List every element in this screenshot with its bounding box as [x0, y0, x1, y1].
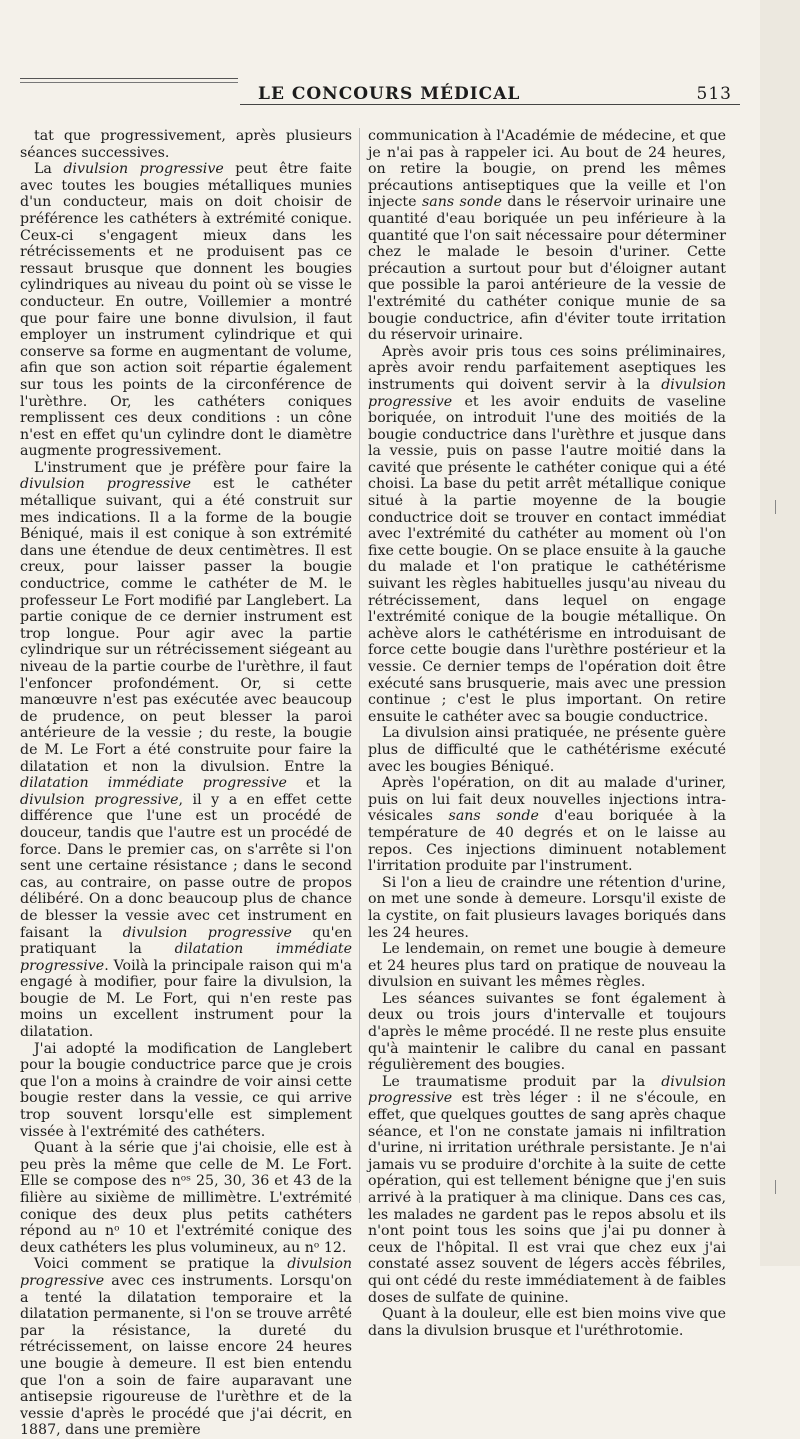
text-run: , il y a en effet cette différence que l'une est un procédé de douceur, tandis que l'autre est un procédé de force. Dans le premier cas, on s'arrête si l'on sent une certaine résistance ; dans le second cas, au contraire, on passe outre de propos délibéré. On a donc beaucoup plus de chance de blesser la vessie avec cet instrument en faisant la	[20, 791, 352, 941]
running-title: LE CONCOURS MÉDICAL	[258, 84, 521, 104]
page-number: 513	[696, 84, 732, 104]
paragraph	[20, 1140, 352, 1256]
text-run: Si l'on a lieu de craindre une rétention d'urine, on met une sonde à demeure. Lorsqu'il existe de la cystite, on fait plusieurs lavages boriqués dans les 24 heures.	[368, 874, 726, 941]
page-header	[240, 84, 740, 105]
text-run: J'ai adopté la modification de Langlebert pour la bougie conductrice parce que je crois que l'on a moins à craindre de voir ainsi cette bougie rester dans la vessie, ce qui arrive trop souvent lorsqu'elle est simplement vissée à l'extrémité des cathéters.	[20, 1040, 352, 1140]
paragraph	[368, 1306, 726, 1339]
text-run: et la	[286, 775, 352, 792]
text-run: La divulsion ainsi pratiquée, ne présente guère plus de difficulté que le cathétérisme exécuté avec les bougies Béniqué.	[368, 725, 726, 775]
italic-term: sans sonde	[421, 194, 502, 211]
margin-mark	[775, 1180, 776, 1194]
text-run: qu'en pratiquant la	[20, 924, 353, 958]
paragraph	[20, 460, 352, 1041]
text-run: Le lendemain, on remet une bougie à demeure et 24 heures plus tard on pratique de nouveau la divulsion en suivant les mêmes règles.	[368, 941, 726, 991]
right-column	[368, 128, 726, 1339]
italic-term: divulsion progressive	[122, 924, 292, 941]
paragraph	[368, 344, 726, 726]
paragraph	[368, 875, 726, 941]
text-run: Quant à la série que j'ai choisie, elle est à peu près la même que celle de M. Le Fort. Elle se compose des nᵒˢ 25, 30, 36 et 43 de la filière au sixième de millimètre. L'extrémité conique des deux plus petits cathéters répond au nᵒ 10 et l'extrémité conique des deux cathéters les plus volumineux, au nᵒ 12.	[20, 1140, 352, 1256]
paragraph	[368, 775, 726, 875]
italic-term: divulsion progressive	[20, 791, 179, 808]
text-run: et les avoir enduits de vaseline boriquée, on introduit l'une des moitiés de la bougie conductrice dans l'urèthre et jusque dans la vessie, puis on passe l'autre moitié dans la cavité que présente le cathéter conique qui a été choisi. La base du petit arrêt métallique conique situé à la partie moyenne de la bougie conductrice doit se trouver en contact immédiat avec l'extrémité du cathéter au moment où l'on fixe cette bougie. On se place ensuite à la gauche du malade et l'on pratique le cathétérisme suivant les règles habituelles jusqu'au niveau du rétrécissement, dans lequel on engage l'extrémité conique de la bougie métallique. On achève alors le cathétérisme en introduisant de force cette bougie dans l'urèthre postérieur et la vessie. Ce dernier temps de l'opération doit être exécuté sans brusquerie, mais avec une pression continue ; c'est le plus important. On retire ensuite le cathéter avec sa bougie conductrice.	[368, 393, 726, 725]
italic-term: dilatation immédiate progressive	[20, 775, 287, 792]
italic-term: divulsion progressive	[20, 1256, 352, 1289]
text-run: communication à l'Académie de médecine, et que je n'ai pas à rappeler ici. Au bout de 24 heures, on retire la bougie, on prend les mêmes précautions antiseptiques que la veille et l'on injecte	[368, 128, 726, 211]
paragraph	[20, 1041, 352, 1141]
italic-term: divulsion progressive	[63, 161, 224, 178]
text-run: d'eau boriquée à la température de 40 degrés et on le laisse au repos. Ces injections diminuent notablement l'irritation produite par l'instrument.	[368, 808, 726, 875]
text-run: Le traumatisme produit par la	[382, 1073, 662, 1090]
paragraph	[368, 725, 726, 775]
text-run: Quant à la douleur, elle est bien moins vive que dans la divulsion brusque et l'uréthrotomie.	[368, 1306, 726, 1339]
paragraph	[368, 941, 726, 991]
text-run: avec ces instruments. Lorsqu'on a tenté la dilatation temporaire et la dilatation permanente, si l'on se trouve arrêté par la résistance, la dureté du rétrécissement, on laisse encore 24 heures une bougie à demeure. Il est bien entendu que l'on a soin de faire auparavant une antisepsie rigoureuse de l'urèthre et de la vessie d'après le procédé que j'ai décrit, en 1887, dans une première	[20, 1272, 352, 1439]
italic-term: sans sonde	[448, 808, 539, 825]
paragraph	[368, 128, 726, 344]
paragraph	[20, 161, 352, 460]
italic-term: dilatation immédiate progressive	[20, 941, 353, 974]
italic-term: divulsion progressive	[368, 376, 726, 410]
left-column	[20, 128, 352, 1439]
header-rule	[20, 78, 238, 83]
text-run: . Voilà la principale raison qui m'a engagé à modifier, pour faire la divulsion, la bougie de M. Le Fort, qui n'en reste pas moins un excellent instrument pour la dilatation.	[20, 957, 352, 1041]
text-run: Après avoir pris tous ces soins préliminaires, après avoir rendu parfaitement aseptiques les instruments qui doivent servir à la	[368, 343, 726, 393]
text-run: peut être faite avec toutes les bougies métalliques munies d'un conducteur, mais on doit choisir de préférence les cathéters à extrémité conique. Ceux-ci s'engagent mieux dans les rétrécissements et ne produisent pas ce ressaut brusque que donnent les bougies cylindriques au niveau du point où se visse le conducteur. En outre, Voillemier a montré que pour faire une bonne divulsion, il faut employer un instrument cylindrique et qui conserve sa forme en augmentant de volume, afin que son action soit répartie également sur tous les points de la circonférence de l'urèthre. Or, les cathéters coniques remplissent ces deux conditions : un cône n'est en effet qu'un cylindre dont le diamètre augmente progressivement.	[20, 161, 353, 460]
text-run: La	[34, 161, 64, 178]
text-run: Les séances suivantes se font également à deux ou trois jours d'intervalle et toujours d'après le même procédé. Il ne reste plus ensuite qu'à maintenir le calibre du canal en passant régulièrement des bougies.	[368, 990, 726, 1074]
text-run: dans le réservoir urinaire une quantité d'eau boriquée un peu inférieure à la quantité que l'on sait nécessaire pour déterminer chez le malade le besoin d'uriner. Cette précaution a surtout pour but d'éloigner autant que possible la paroi antérieure de la vessie de l'extrémité du cathéter conique munie de sa bougie conductrice, afin d'éviter toute irritation du réservoir urinaire.	[368, 194, 726, 344]
paragraph	[368, 1074, 726, 1306]
italic-term: divulsion progressive	[20, 476, 192, 493]
text-run: est très léger : il ne s'écoule, en effet, que quelques gouttes de sang après chaque séance, et l'on ne constate jamais ni infiltration d'urine, ni irritation uréthrale persistante. Je n'ai jamais vu se produire d'orchite à la suite de cette opération, qui est tellement bénigne que j'en suis arrivé à la pratiquer à ma clinique. Dans ces cas, les malades ne gardent pas le repos absolu et ils n'ont point tous les soins que j'ai pu donner à ceux de l'hôpital. Il est vrai que chez eux j'ai constaté assez souvent de légers accès fébriles, qui ont cédé du reste immédiatement à de faibles doses de sulfate de quinine.	[368, 1090, 726, 1306]
text-run: Voici comment se pratique la	[34, 1256, 288, 1273]
paragraph	[368, 991, 726, 1074]
text-run: tat que progressivement, après plusieurs séances successives.	[20, 128, 352, 161]
paragraph	[20, 128, 352, 161]
paragraph	[20, 1256, 352, 1439]
page-edge	[760, 0, 800, 1266]
text-run: L'instrument que je préfère pour faire la	[34, 459, 352, 476]
column-divider	[359, 128, 360, 1203]
italic-term: divulsion progressive	[368, 1073, 726, 1107]
margin-mark	[775, 500, 776, 514]
text-run: Après l'opération, on dit au malade d'uriner, puis on lui fait deux nouvelles injections intra-vésicales	[368, 775, 726, 825]
text-run: est le cathéter métallique suivant, qui a été construit sur mes indications. Il a la forme de la bougie Béniqué, mais il est conique à son extrémité dans une étendue de deux centimètres. Il est creux, pour laisser passer la bougie conductrice, comme le cathéter de M. le professeur Le Fort modifié par Langlebert. La partie conique de ce dernier instrument est trop longue. Pour agir avec la partie cylindrique sur un rétrécissement siégeant au niveau de la partie courbe de l'urèthre, il faut l'enfoncer profondément. Or, si cette manœuvre n'est pas exécutée avec beaucoup de prudence, on peut blesser la paroi antérieure de la vessie ; du reste, la bougie de M. Le Fort a été construite pour faire la dilatation et non la divulsion. Entre la	[20, 476, 352, 775]
